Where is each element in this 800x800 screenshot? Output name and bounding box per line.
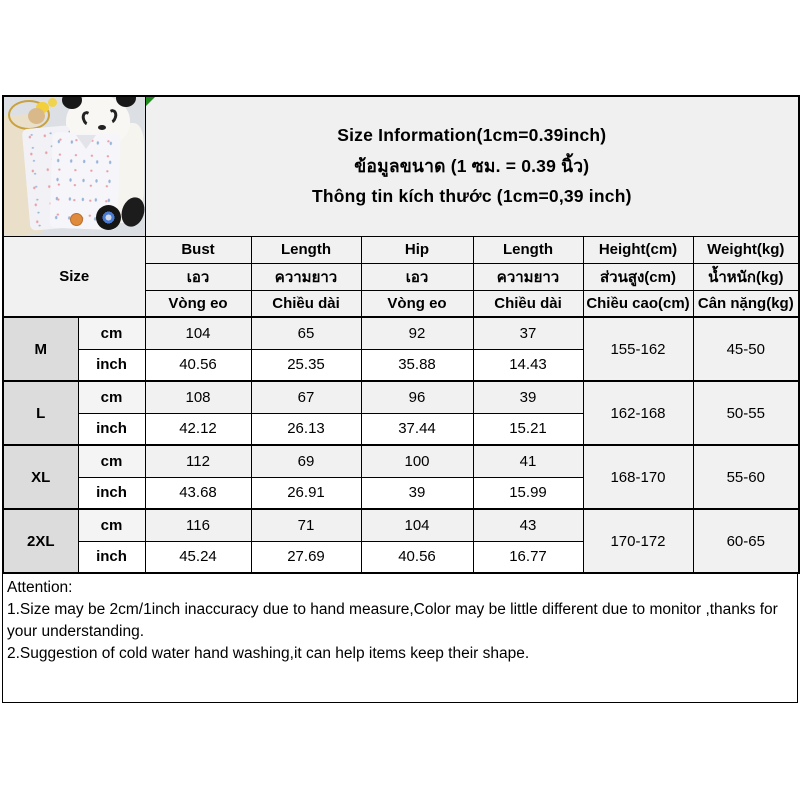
size-label-xl: XL [3, 445, 78, 509]
cell-2xl-height: 170-172 [583, 509, 693, 573]
unit-label: inch [78, 541, 145, 573]
cell-2xl-length2-cm: 43 [473, 509, 583, 541]
cell-l-weight: 50-55 [693, 381, 799, 445]
cell-m-height: 155-162 [583, 317, 693, 381]
col-header-length2-th: ความยาว [473, 263, 583, 290]
cell-l-length1-cm: 67 [251, 381, 361, 413]
col-header-bust-vi: Vòng eo [145, 290, 251, 317]
cell-l-hip-cm: 96 [361, 381, 473, 413]
cell-xl-bust-cm: 112 [145, 445, 251, 477]
table-row-m-cm [3, 317, 799, 349]
green-corner-flag-icon [146, 97, 155, 106]
cell-xl-hip-inch: 39 [361, 477, 473, 509]
lemon-illustration [48, 98, 57, 107]
cell-m-length2-cm: 37 [473, 317, 583, 349]
cell-xl-weight: 55-60 [693, 445, 799, 509]
size-label-m: M [3, 317, 78, 381]
size-table [2, 95, 800, 574]
cell-l-bust-cm: 108 [145, 381, 251, 413]
col-header-hip-th: เอว [361, 263, 473, 290]
cell-l-length1-inch: 26.13 [251, 413, 361, 445]
unit-label: cm [78, 445, 145, 477]
cell-2xl-length1-cm: 71 [251, 509, 361, 541]
cell-2xl-length1-inch: 27.69 [251, 541, 361, 573]
cell-l-height: 162-168 [583, 381, 693, 445]
cell-xl-length1-inch: 26.91 [251, 477, 361, 509]
cell-xl-length2-cm: 41 [473, 445, 583, 477]
col-header-bust-en: Bust [145, 236, 251, 263]
unit-label: inch [78, 477, 145, 509]
cell-m-length2-inch: 14.43 [473, 349, 583, 381]
col-header-length1-vi: Chiều dài [251, 290, 361, 317]
cell-2xl-length2-inch: 16.77 [473, 541, 583, 573]
col-header-length1-th: ความยาว [251, 263, 361, 290]
cell-2xl-weight: 60-65 [693, 509, 799, 573]
cell-2xl-bust-cm: 116 [145, 509, 251, 541]
camera-lens-prop-illustration [96, 205, 121, 230]
table-row-xl-cm [3, 445, 799, 477]
cell-m-length1-cm: 65 [251, 317, 361, 349]
size-label-l: L [3, 381, 78, 445]
col-header-hip-en: Hip [361, 236, 473, 263]
col-header-length2-en: Length [473, 236, 583, 263]
page-title-vi: Thông tin kích thước (1cm=0,39 inch) [311, 186, 632, 207]
cell-xl-hip-cm: 100 [361, 445, 473, 477]
attention-line-2: 2.Suggestion of cold water hand washing,it can help items keep their shape. [7, 645, 530, 662]
col-header-weight-th: น้ำหนัก(kg) [693, 263, 799, 290]
cell-2xl-bust-inch: 45.24 [145, 541, 251, 573]
cell-2xl-hip-inch: 40.56 [361, 541, 473, 573]
attention-heading: Attention: [7, 579, 73, 596]
col-header-bust-th: เอว [145, 263, 251, 290]
size-header: Size [3, 236, 145, 317]
cell-xl-bust-inch: 43.68 [145, 477, 251, 509]
sheet [2, 95, 798, 703]
col-header-height-vi: Chiều cao(cm) [583, 290, 693, 317]
wooden-paddle-illustration [28, 108, 45, 124]
page-title-th: ข้อมูลขนาด (1 ซม. = 0.39 นิ้ว) [354, 156, 590, 177]
cell-m-weight: 45-50 [693, 317, 799, 381]
cell-m-length1-inch: 25.35 [251, 349, 361, 381]
cell-m-bust-inch: 40.56 [145, 349, 251, 381]
col-header-hip-vi: Vòng eo [361, 290, 473, 317]
attention-note [2, 574, 798, 703]
col-header-length2-vi: Chiều dài [473, 290, 583, 317]
cell-l-length2-inch: 15.21 [473, 413, 583, 445]
panda-nose-icon [98, 125, 106, 130]
cell-l-length2-cm: 39 [473, 381, 583, 413]
pajama-vneck-detail [76, 135, 96, 149]
cell-m-hip-cm: 92 [361, 317, 473, 349]
table-row-l-cm [3, 381, 799, 413]
cell-xl-length2-inch: 15.99 [473, 477, 583, 509]
col-header-height-th: ส่วนสูง(cm) [583, 263, 693, 290]
size-label-2xl: 2XL [3, 509, 78, 573]
cell-m-bust-cm: 104 [145, 317, 251, 349]
unit-label: inch [78, 413, 145, 445]
unit-label: cm [78, 317, 145, 349]
cell-l-bust-inch: 42.12 [145, 413, 251, 445]
cell-xl-height: 168-170 [583, 445, 693, 509]
cell-2xl-hip-cm: 104 [361, 509, 473, 541]
orange-slice-prop-illustration [70, 213, 83, 226]
col-header-weight-vi: Cân nặng(kg) [693, 290, 799, 317]
col-header-length1-en: Length [251, 236, 361, 263]
unit-label: inch [78, 349, 145, 381]
col-header-height-en: Height(cm) [583, 236, 693, 263]
unit-label: cm [78, 381, 145, 413]
unit-label: cm [78, 509, 145, 541]
cell-l-hip-inch: 37.44 [361, 413, 473, 445]
col-header-weight-en: Weight(kg) [693, 236, 799, 263]
table-row-2xl-cm [3, 509, 799, 541]
product-photo [3, 96, 145, 236]
cell-m-hip-inch: 35.88 [361, 349, 473, 381]
page-title-en: Size Information(1cm=0.39inch) [337, 125, 607, 146]
title-cell [145, 96, 799, 236]
cell-xl-length1-cm: 69 [251, 445, 361, 477]
attention-line-1: 1.Size may be 2cm/1inch inaccuracy due to hand measure,Color may be little different due to monitor ,thanks for your understanding. [7, 601, 778, 640]
